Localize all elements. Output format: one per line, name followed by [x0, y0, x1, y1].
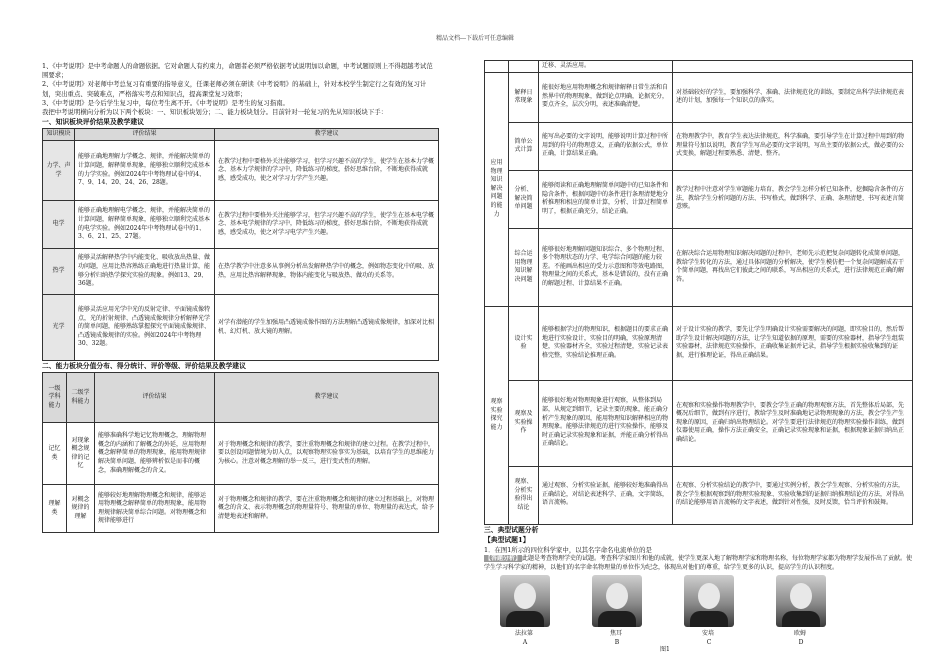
advice-cell: 对学有潜能的学生加强用凸透镜成像作图的方法理解凸透镜成像规律，加深对比相机、幻灯机、放大镜的理解。	[215, 295, 439, 361]
advice-cell: 在解决综合运用物理知识解决问题的过程中，老师先示范把复杂问题转化成简单问题，教给学生转化的方法，通过具体问题的分析解决，使学生模仿把一个复杂问题解成若干个简单问题，再找出它们彼此之间的联系，写出相应的关系式，进行法律规范正确的解答。	[673, 228, 913, 306]
advice-cell: 在教学过程中要格外关注能够学习，但学习兴趣不高的学生，使学生在基本力学概念、基本力学规律的学习中，降低练习的梯度，搭好思维台阶，不断地获得成就感，感受成功，使之对学习力学产生兴趣。	[215, 141, 439, 201]
scientist-name: 欧姆	[793, 630, 806, 638]
scientist-photo-b	[592, 575, 642, 627]
option-letter: D	[798, 639, 804, 647]
advice-cell: 在观察、分析实验结论的教学中，要通过实例分析，教会学生观察、分析实验的方法，教会学生根据观察到的物理实验现象、实验收集到的证据归纳推理结论的方法，对得出的结论能够用语言流畅的文字表述，做到针对性强，及时反馈，恰当评价和鼓舞。	[673, 466, 913, 524]
answer-analysis	[484, 555, 913, 572]
section2-title: 二、能力板块分值分布、得分统计、评价等级、评价结果及教学建议	[42, 362, 246, 371]
result-cell: 能够灵活应用光学中光的反射定律、平面镜成像特点，光的折射规律、凸透镜成像规律分析解释光学的简单问题，能够熟练掌握探究平面镜成像规律、凸透镜成像规律的实验。例如2024年中考物理30、32题。	[75, 295, 215, 361]
module-cell: 电学	[43, 201, 75, 249]
level2-cell: 分析、解决简单问题	[509, 170, 539, 228]
module-cell: 力学、声学	[43, 141, 75, 201]
table-header-row	[43, 373, 439, 423]
result-cell: 能够灵活解释热学中内能变化、吸收放出热量、做功问题，应用比热容熟练正确地进行热量计算，能够分析归纳热学探究实验的现象。例如13、29、36题。	[75, 249, 215, 295]
knowledge-table	[42, 128, 439, 361]
advice-cell: 对基础较好的学生，要加强科学、准确、法律规范化的训练，要制定出科学法律规范表述的计划，加强每一个知识点的落实。	[673, 72, 913, 122]
table-row	[485, 61, 913, 73]
left-column	[42, 62, 439, 533]
advice-cell: 在教学过程中要格外关注能够学习，但学习兴趣不高的学生，使学生在基本电学概念、基本电学规律的学习中，降低练习的梯度，搭好思维台阶，不断地获得成就感，感受成功，使之对学习电学产生兴趣。	[215, 201, 439, 249]
module-cell: 光学	[43, 295, 75, 361]
intro-paragraph-3: 3、《中考说明》是今后学生复习中，每位考生离不开。《中考说明》是考生的复习指南。	[42, 98, 289, 107]
scientist-photo-c	[684, 575, 734, 627]
level2-cell: 简单公式计算	[509, 122, 539, 170]
ability-table-continued	[484, 60, 913, 525]
level1-cell: 应用物理知识解决问题的能力	[485, 72, 509, 306]
question-text: 1．在图1所示的四位科学家中，以其名字命名电流单位的是	[484, 546, 652, 554]
scientist-name: 焦耳	[609, 630, 622, 638]
result-cell: 能够阅读和正确地理解简单问题中的已知条件和隐含条件，根据问题中的条件进行条理清楚地分析推理和相应的简单计算，分析、计算过程简单明了，根据正确充分，结论正确。	[539, 170, 673, 228]
table-row	[485, 228, 913, 306]
advice-cell: 在热学教学中注意多从事例分析出发解释热学中的概念，例如物态变化中的吸、放热，应用比热容解释现象，物体内能变化与吸放热、做功的关系等。	[215, 249, 439, 295]
table-row	[485, 380, 913, 466]
table-row	[485, 72, 913, 122]
table-row	[43, 201, 439, 249]
table-row	[43, 295, 439, 361]
scientist-name: 法拉第	[514, 630, 533, 638]
level2-cell: 对现象概念规律的记忆	[67, 423, 95, 485]
table-row	[43, 141, 439, 201]
advice-cell: 在物理教学中，教育学生表达法律规范，科学准确，要引导学生在计算过程中用到的物理量符号加以说明，教育学生写出必要的文字说明，写出主要的依据公式，做必要的公式变换，解题过程要熟悉、清楚、整齐。	[673, 122, 913, 170]
advice-cell: 教学过程中注意对学生审题能力培育，教会学生怎样分析已知条件，挖掘隐含条件的方法，教给学生分析问题的方法、书写格式，做到科学、正确、条理清楚、书写表述言简意赅。	[673, 170, 913, 228]
intro-paragraph-4: 我把中考说明横向分析为以下两个板块：一、知识板块划分；二、能力板块划分。目前针对一轮复习的先从知识板块下手：	[42, 108, 388, 117]
col-header-result: 评价结果	[95, 373, 215, 423]
result-cell: 能够很好地对物理现象进行观察，从整体到局部，从规定到细节，记录主要的现象，能正确分析产生现象的原因，能用物理知识解释相应的物理现象。能够法律规范的进行实验操作，能够及时正确记录实验现象和证据，并能正确分析得出正确结论。	[539, 380, 673, 466]
figure-caption: 图1	[660, 646, 670, 654]
result-cell: 能够根据学过的物理知识，根据题目的要求正确地进行实验设计，实验目的明确，实验原理清楚，实验器材齐全，实验过程清楚，实验记录表格完整，实验结论推理正确。	[539, 306, 673, 380]
result-cell: 能很好地应用物理概念和规律解释日常生活和自然界中的物理现象，做到论点明确，论据充分，要点齐全，层次分明，表述准确清楚。	[539, 72, 673, 122]
table-row	[485, 306, 913, 380]
col-header-result: 评价结果	[75, 129, 215, 141]
advice-cell: 对于物理概念和规律的教学，要注重物理概念和规律的建立过程。在教学过程中，要以创设问题情境为切入点，以观察物理实验事实为基础，以培育学生的思维能力为核心。注意对概念理解的举一反三，进行变式性的理解。	[215, 423, 439, 485]
module-cell: 热学	[43, 249, 75, 295]
result-cell: 通过观察、分析实验证据，能够较好地准确得出正确结论，对结论表述科学、正确，文字简练，语言流畅。	[539, 466, 673, 524]
ability-table	[42, 372, 439, 533]
level2-cell: 设计实验	[509, 306, 539, 380]
section3-title: 三、典型试题分析	[484, 525, 539, 534]
table-row	[43, 249, 439, 295]
option-letter: A	[522, 639, 528, 647]
scientist-figure	[484, 575, 913, 654]
option-letter: C	[706, 639, 712, 647]
col-header-advice: 教学建议	[215, 373, 439, 423]
result-cell: 能够正确地理解电学概念、规律，并能解决简单的计算问题，解释简单现象，能够独立顺利完成基本的电学实验。例如2024年中考物理试卷中的1、3、6、21、25、27题。	[75, 201, 215, 249]
level2-cell: 观察及实验操作	[509, 380, 539, 466]
result-cell: 迁移、灵活应用。	[539, 61, 673, 73]
intro-paragraph-1: 1、《中考说明》是中考命题人的命题依据。它对命题人有约束力，命题者必须严格依据考试说明加以命题，中考试题原则上不得超越考试范围要求；	[42, 62, 433, 80]
result-cell: 能够准确科学地记忆物理概念，理解物理概念的内涵和了解概念的外延，应用物理概念解释简单的物理现象，能用物理规律解决简单问题，能够辨析似是而非的概念，准确理解概念的含义。	[95, 423, 215, 485]
option-letter: B	[614, 639, 620, 647]
scientist-photo-a	[500, 575, 550, 627]
table-row	[485, 170, 913, 228]
page-header: 精品文档---下载后可任意编辑	[435, 35, 515, 42]
table-row	[485, 122, 913, 170]
advice-cell: 在观察和实验操作物理教学中，要教会学生正确的物理观察方法，首先整体后局部，先概况后细节，做到有序进行，教给学生及时准确地记录物理现象的方法，教会学生产生现象的原因，正确归纳出物理结论。对学生要进行法律规范的物理实验操作训练，做到仪器使用正确，操作方法正确安全，正确记录实验现象和证据，根据现象证据归纳出正确结论。	[673, 380, 913, 466]
col-header-level2: 二级学科能力	[67, 373, 95, 423]
intro-paragraph-2: 2、《中考说明》对老师中考总复习有重要的指导意义，任课老师必须在研读《中考说明》的基础上，针对本校学生制定行之有效的复习计划，突出重点、突破难点，严格落实考点和知识点，提高课堂复习效率；	[42, 80, 427, 98]
result-cell: 能够较好地理解物理概念和规律，能够运用物理概念解释简单的物理现象，能用物理规律解决简单综合问题。对物理概念和规律能够进行	[95, 485, 215, 533]
level2-cell: 观察、分析实验得出结论	[509, 466, 539, 524]
table-row	[43, 485, 439, 533]
analysis-label: 【答题分析】	[485, 555, 522, 563]
level2-cell: 综合运用物理知识解决问题	[509, 228, 539, 306]
table-header-row	[43, 129, 439, 141]
level1-cell: 记忆类	[43, 423, 67, 485]
advice-cell: 对于设计实验的教学，要先让学生明确设计实验需要解决的问题，即实验目的，然后帮助学生设计解决问题的方法，让学生知道依据的原理，需要的实验器材，指导学生组装实验器材，法律规范实验操作，正确收集证据并记录，指导学生根据实验收集到的证据，进行推理论证，得出正确结果。	[673, 306, 913, 380]
advice-cell: 对于物理概念和规律的教学，要在注重物理概念和规律的建立过程基础上，对物理概念的含义、表示物理概念的物理量符号、物理量的单位、物理量的表达式，给予清楚地表述和解释。	[215, 485, 439, 533]
result-cell: 能够正确地理解力学概念、规律，并能解决简单的计算问题，解释简单现象，能够独立顺利完成基本的力学实验。例如2024年中考物理试卷中的4、7、9、14、20、24、26、28题。	[75, 141, 215, 201]
col-header-level1: 一级学科能力	[43, 373, 67, 423]
col-header-module: 知识模块	[43, 129, 75, 141]
col-header-advice: 教学建议	[215, 129, 439, 141]
analysis-text: 此题是考查物理学史的试题。考查科学家图片和他的成就，使学生更深入地了解物理学家和物理名称，每位物理学家都为物理学发展作出了贡献。使学生学习科学家的精神，以他们的名字命名物理量的单位作为纪念，体现出对他们的尊重，给学生更多的认识，提高学生的认识程度。	[484, 555, 913, 571]
level2-cell: 解释日常现象	[509, 72, 539, 122]
scientist-name: 安培	[701, 630, 714, 638]
result-cell: 能够很好地理解问题知识综合、多个物理过程、多个物理状态的力学、电学综合问题的能力较差。不能画出相应的受力示意图和等效电路图，物理量之间的关系式，基本是错误的，没有正确的解题过程、计算结果不正确。	[539, 228, 673, 306]
table-row	[485, 466, 913, 524]
right-column	[484, 60, 913, 654]
level1-cell: 观察实验探究能力	[485, 306, 509, 524]
level1-cell: 理解类	[43, 485, 67, 533]
scientist-photo-d	[776, 575, 826, 627]
level2-cell: 对概念规律的理解	[67, 485, 95, 533]
section3-subtitle: 【典型试题1】	[484, 535, 530, 544]
section1-title: 一、知识板块评价结果及教学建议	[42, 118, 144, 127]
result-cell: 能写出必要的文字说明，能够说明计算过程中所用到的符号的物理意义，正确的依据公式，单位正确，计算结果正确。	[539, 122, 673, 170]
table-row	[43, 423, 439, 485]
